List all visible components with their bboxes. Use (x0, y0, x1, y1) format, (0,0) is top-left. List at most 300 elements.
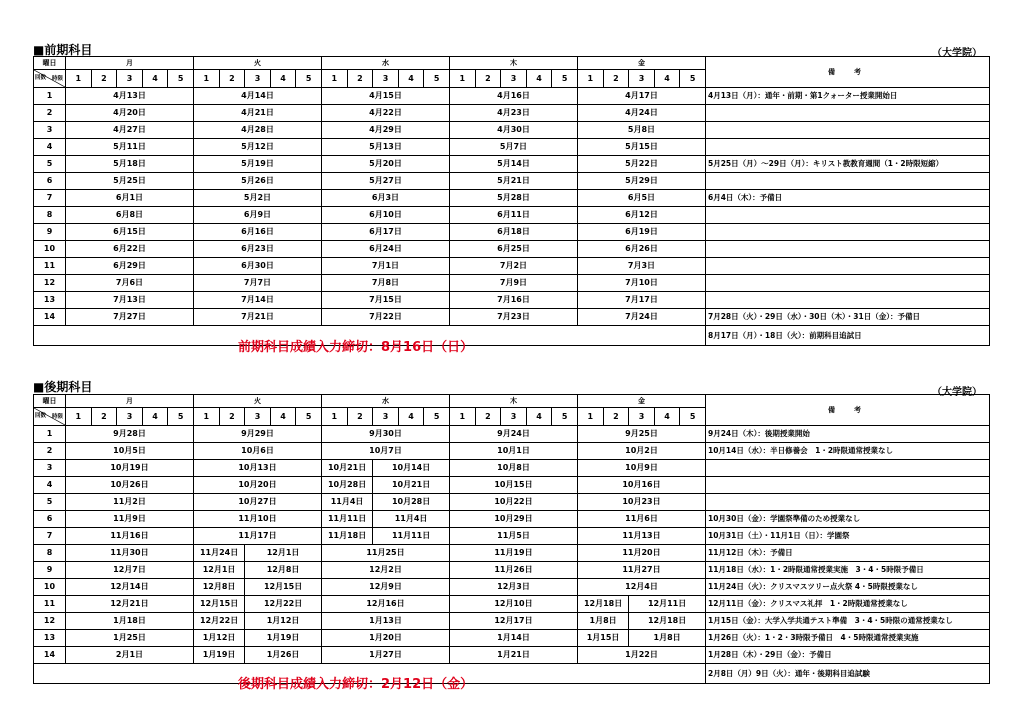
tue-date-cell: 10月6日 (194, 443, 322, 460)
fri-date-cell: 12月18日 (629, 613, 706, 630)
tue-date-cell: 11月24日 (194, 545, 245, 562)
tue-date-cell: 6月16日 (194, 224, 322, 241)
mon-date-cell: 5月11日 (66, 139, 194, 156)
period-header: 4 (654, 70, 680, 88)
footnote-cell: 8月17日（月）・18日（火）：前期科目追試日 (706, 326, 990, 346)
wed-date-cell: 10月21日 (322, 460, 373, 477)
period-header: 2 (219, 408, 245, 426)
note-cell (706, 105, 990, 122)
mon-date-cell: 2月1日 (66, 647, 194, 664)
mon-date-cell: 4月27日 (66, 122, 194, 139)
mon-date-cell: 1月18日 (66, 613, 194, 630)
period-header: 5 (296, 408, 322, 426)
wed-date-cell: 5月27日 (322, 173, 450, 190)
note-cell: 7月28日（火）・29日（水）・30日（木）・31日（金）：予備日 (706, 309, 990, 326)
fri-date-cell: 12月4日 (578, 579, 706, 596)
fall-univ-label: （大学院） (932, 387, 982, 398)
spring-section-title: ■前期科目 (33, 43, 93, 57)
day-header: 水 (322, 395, 450, 408)
row-number: 4 (34, 477, 66, 494)
table-row (34, 122, 990, 139)
tue-date-cell: 10月13日 (194, 460, 322, 477)
row-number: 10 (34, 241, 66, 258)
mon-date-cell: 9月28日 (66, 426, 194, 443)
thu-date-cell: 4月23日 (450, 105, 578, 122)
note-cell (706, 477, 990, 494)
note-cell (706, 139, 990, 156)
period-header: 2 (91, 408, 117, 426)
period-header: 4 (654, 408, 680, 426)
mon-date-cell: 4月20日 (66, 105, 194, 122)
fri-date-cell: 7月17日 (578, 292, 706, 309)
thu-date-cell: 12月3日 (450, 579, 578, 596)
period-header: 5 (680, 70, 706, 88)
period-header: 3 (117, 408, 143, 426)
wed-date-cell: 7月8日 (322, 275, 450, 292)
wed-date-cell: 7月22日 (322, 309, 450, 326)
tue-date-cell: 12月15日 (245, 579, 322, 596)
note-cell (706, 275, 990, 292)
tue-date-cell: 11月17日 (194, 528, 322, 545)
wed-date-cell: 1月13日 (322, 613, 450, 630)
period-header: 1 (322, 408, 348, 426)
spring-deadline: 前期科目成績入力締切：8月16日（日） (238, 340, 474, 355)
period-header: 1 (578, 408, 604, 426)
fri-date-cell: 5月29日 (578, 173, 706, 190)
thu-date-cell: 4月16日 (450, 88, 578, 105)
period-header: 3 (245, 408, 271, 426)
table-row (34, 190, 990, 207)
period-header: 1 (450, 408, 476, 426)
note-cell (706, 292, 990, 309)
wed-date-cell: 12月2日 (322, 562, 450, 579)
tue-date-cell: 1月26日 (245, 647, 322, 664)
period-header: 3 (501, 70, 527, 88)
fri-date-cell: 6月5日 (578, 190, 706, 207)
row-number: 3 (34, 460, 66, 477)
table-row (34, 173, 990, 190)
tue-date-cell: 9月29日 (194, 426, 322, 443)
fri-date-cell: 7月3日 (578, 258, 706, 275)
note-cell (706, 122, 990, 139)
table-row (34, 139, 990, 156)
fri-date-cell: 9月25日 (578, 426, 706, 443)
fri-date-cell: 11月20日 (578, 545, 706, 562)
mon-date-cell: 6月29日 (66, 258, 194, 275)
thu-date-cell: 10月22日 (450, 494, 578, 511)
tue-date-cell: 4月21日 (194, 105, 322, 122)
period-header: 1 (322, 70, 348, 88)
table-row (34, 545, 990, 562)
table-row (34, 494, 990, 511)
period-header: 2 (347, 408, 373, 426)
tue-date-cell: 10月20日 (194, 477, 322, 494)
wed-date-cell: 1月20日 (322, 630, 450, 647)
wed-date-cell: 6月3日 (322, 190, 450, 207)
thu-date-cell: 10月15日 (450, 477, 578, 494)
note-cell: 9月24日（木）：後期授業開始 (706, 426, 990, 443)
thu-date-cell: 10月29日 (450, 511, 578, 528)
tue-date-cell: 4月14日 (194, 88, 322, 105)
note-cell (706, 207, 990, 224)
tue-date-cell: 5月12日 (194, 139, 322, 156)
tue-date-cell: 12月8日 (245, 562, 322, 579)
thu-date-cell: 7月2日 (450, 258, 578, 275)
wed-date-cell: 6月17日 (322, 224, 450, 241)
row-number: 8 (34, 207, 66, 224)
table-row (34, 88, 990, 105)
period-header: 2 (219, 70, 245, 88)
mon-date-cell: 12月21日 (66, 596, 194, 613)
mon-date-cell: 12月14日 (66, 579, 194, 596)
tue-date-cell: 12月22日 (194, 613, 245, 630)
table-row (34, 105, 990, 122)
mon-date-cell: 11月2日 (66, 494, 194, 511)
wed-date-cell: 4月22日 (322, 105, 450, 122)
fall-section-title: ■後期科目 (33, 380, 93, 394)
thu-date-cell: 7月23日 (450, 309, 578, 326)
day-header: 金 (578, 57, 706, 70)
row-number: 7 (34, 528, 66, 545)
row-number: 2 (34, 443, 66, 460)
day-header: 水 (322, 57, 450, 70)
period-header: 4 (142, 408, 168, 426)
period-header: 2 (91, 70, 117, 88)
row-number: 7 (34, 190, 66, 207)
tue-date-cell: 12月1日 (245, 545, 322, 562)
wed-date-cell: 7月1日 (322, 258, 450, 275)
period-header: 2 (603, 70, 629, 88)
period-header: 1 (578, 70, 604, 88)
day-header: 火 (194, 395, 322, 408)
row-number: 1 (34, 88, 66, 105)
table-row (34, 596, 990, 613)
note-cell: 4月13日（月）：通年・前期・第1クォーター授業開始日 (706, 88, 990, 105)
note-cell: 1月28日（木）・29日（金）：予備日 (706, 647, 990, 664)
fri-date-cell: 11月27日 (578, 562, 706, 579)
tue-date-cell: 11月10日 (194, 511, 322, 528)
wed-date-cell: 6月10日 (322, 207, 450, 224)
period-header: 3 (117, 70, 143, 88)
wed-date-cell: 11月11日 (322, 511, 373, 528)
youbi-label: 曜日 (34, 57, 66, 70)
period-header: 4 (398, 408, 424, 426)
thu-date-cell: 1月21日 (450, 647, 578, 664)
thu-date-cell: 6月25日 (450, 241, 578, 258)
period-header: 5 (424, 408, 450, 426)
fri-date-cell: 7月24日 (578, 309, 706, 326)
spring-univ-label: （大学院） (932, 48, 982, 59)
tue-date-cell: 1月19日 (245, 630, 322, 647)
note-cell: 12月11日（金）：クリスマス礼拝 1・2時限通常授業なし (706, 596, 990, 613)
mon-date-cell: 5月18日 (66, 156, 194, 173)
fri-date-cell: 10月9日 (578, 460, 706, 477)
row-number: 14 (34, 647, 66, 664)
wed-date-cell: 11月25日 (322, 545, 450, 562)
period-header: 5 (552, 408, 578, 426)
wed-date-cell: 10月21日 (373, 477, 450, 494)
row-number: 5 (34, 494, 66, 511)
thu-date-cell: 6月18日 (450, 224, 578, 241)
row-number: 6 (34, 173, 66, 190)
table-row (34, 579, 990, 596)
period-header: 3 (629, 408, 655, 426)
jigen-kaisu-cell (34, 70, 66, 88)
note-cell (706, 494, 990, 511)
biko-header: 備 考 (706, 57, 990, 88)
period-header: 3 (373, 408, 399, 426)
period-header: 5 (680, 408, 706, 426)
period-header: 4 (398, 70, 424, 88)
period-header: 3 (373, 70, 399, 88)
mon-date-cell: 7月27日 (66, 309, 194, 326)
table-row (34, 241, 990, 258)
wed-date-cell: 10月28日 (322, 477, 373, 494)
thu-date-cell: 11月5日 (450, 528, 578, 545)
note-cell: 1月26日（火）：1・2・3時限予備日 4・5時限通常授業実施 (706, 630, 990, 647)
fri-date-cell: 11月6日 (578, 511, 706, 528)
period-header: 1 (66, 408, 92, 426)
period-header: 5 (552, 70, 578, 88)
thu-date-cell: 5月14日 (450, 156, 578, 173)
table-row (34, 460, 990, 477)
row-number: 2 (34, 105, 66, 122)
fri-date-cell: 10月23日 (578, 494, 706, 511)
wed-date-cell: 11月4日 (322, 494, 373, 511)
row-number: 13 (34, 292, 66, 309)
note-cell: 5月25日（月）～29日（月）：キリスト教教育週間（1・2時限短縮） (706, 156, 990, 173)
row-number: 13 (34, 630, 66, 647)
period-header: 3 (501, 408, 527, 426)
mon-date-cell: 12月7日 (66, 562, 194, 579)
fri-date-cell: 12月18日 (578, 596, 629, 613)
fri-date-cell: 4月17日 (578, 88, 706, 105)
fall-calendar-table (33, 394, 990, 684)
tue-date-cell: 12月8日 (194, 579, 245, 596)
table-row (34, 426, 990, 443)
tue-date-cell: 6月30日 (194, 258, 322, 275)
period-header: 4 (270, 408, 296, 426)
note-cell: 10月14日（水）：半日修養会 1・2時限通常授業なし (706, 443, 990, 460)
fri-date-cell: 5月22日 (578, 156, 706, 173)
table-row (34, 443, 990, 460)
tue-date-cell: 5月2日 (194, 190, 322, 207)
thu-date-cell: 5月28日 (450, 190, 578, 207)
note-cell (706, 258, 990, 275)
wed-date-cell: 4月29日 (322, 122, 450, 139)
wed-date-cell: 12月9日 (322, 579, 450, 596)
jigen-label: 時限 (51, 414, 63, 420)
tue-date-cell: 7月21日 (194, 309, 322, 326)
period-header: 3 (245, 70, 271, 88)
thu-date-cell: 5月21日 (450, 173, 578, 190)
period-header: 1 (194, 408, 220, 426)
wed-date-cell: 9月30日 (322, 426, 450, 443)
note-cell (706, 173, 990, 190)
table-row (34, 630, 990, 647)
row-number: 11 (34, 596, 66, 613)
note-cell: 10月31日（土）・11月1日（日）：学園祭 (706, 528, 990, 545)
tue-date-cell: 1月12日 (245, 613, 322, 630)
thu-date-cell: 4月30日 (450, 122, 578, 139)
tue-date-cell: 12月15日 (194, 596, 245, 613)
row-number: 4 (34, 139, 66, 156)
mon-date-cell: 6月22日 (66, 241, 194, 258)
mon-date-cell: 7月13日 (66, 292, 194, 309)
period-header: 1 (66, 70, 92, 88)
note-cell: 11月12日（木）：予備日 (706, 545, 990, 562)
row-number: 8 (34, 545, 66, 562)
thu-date-cell: 1月14日 (450, 630, 578, 647)
fall-deadline: 後期科目成績入力締切：2月12日（金） (238, 677, 474, 692)
table-row (34, 562, 990, 579)
fri-date-cell: 10月16日 (578, 477, 706, 494)
day-header: 月 (66, 395, 194, 408)
wed-date-cell: 5月20日 (322, 156, 450, 173)
day-header: 金 (578, 395, 706, 408)
wed-date-cell: 10月28日 (373, 494, 450, 511)
fri-date-cell: 6月12日 (578, 207, 706, 224)
day-header: 木 (450, 57, 578, 70)
table-row (34, 477, 990, 494)
wed-date-cell: 6月24日 (322, 241, 450, 258)
tue-date-cell: 6月9日 (194, 207, 322, 224)
table-row (34, 275, 990, 292)
mon-date-cell: 6月1日 (66, 190, 194, 207)
note-cell: 10月30日（金）：学園祭準備のため授業なし (706, 511, 990, 528)
tue-date-cell: 1月12日 (194, 630, 245, 647)
wed-date-cell: 12月16日 (322, 596, 450, 613)
mon-date-cell: 7月6日 (66, 275, 194, 292)
day-header: 火 (194, 57, 322, 70)
mon-date-cell: 11月30日 (66, 545, 194, 562)
fri-date-cell: 1月8日 (578, 613, 629, 630)
spring-calendar-table (33, 56, 990, 346)
table-row (34, 292, 990, 309)
table-row (34, 309, 990, 326)
fri-date-cell: 1月22日 (578, 647, 706, 664)
thu-date-cell: 11月19日 (450, 545, 578, 562)
wed-date-cell: 10月14日 (373, 460, 450, 477)
period-header: 2 (603, 408, 629, 426)
period-header: 5 (424, 70, 450, 88)
mon-date-cell: 11月9日 (66, 511, 194, 528)
mon-date-cell: 5月25日 (66, 173, 194, 190)
wed-date-cell: 10月7日 (322, 443, 450, 460)
table-row (34, 647, 990, 664)
day-header: 月 (66, 57, 194, 70)
thu-date-cell: 12月10日 (450, 596, 578, 613)
row-number: 14 (34, 309, 66, 326)
thu-date-cell: 10月1日 (450, 443, 578, 460)
mon-date-cell: 11月16日 (66, 528, 194, 545)
fri-date-cell: 11月13日 (578, 528, 706, 545)
note-cell: 6月4日（木）：予備日 (706, 190, 990, 207)
period-header: 1 (450, 70, 476, 88)
tue-date-cell: 6月23日 (194, 241, 322, 258)
tue-date-cell: 7月7日 (194, 275, 322, 292)
footnote-cell: 2月8日（月）9日（火）：通年・後期科目追試験 (706, 664, 990, 684)
period-header: 3 (629, 70, 655, 88)
thu-date-cell: 6月11日 (450, 207, 578, 224)
table-row (34, 511, 990, 528)
mon-date-cell: 10月19日 (66, 460, 194, 477)
thu-date-cell: 7月16日 (450, 292, 578, 309)
table-row (34, 613, 990, 630)
mon-date-cell: 4月13日 (66, 88, 194, 105)
fri-date-cell: 12月11日 (629, 596, 706, 613)
biko-header: 備 考 (706, 395, 990, 426)
row-number: 12 (34, 613, 66, 630)
period-header: 5 (296, 70, 322, 88)
table-row (34, 224, 990, 241)
youbi-label: 曜日 (34, 395, 66, 408)
period-header: 2 (475, 70, 501, 88)
tue-date-cell: 12月22日 (245, 596, 322, 613)
mon-date-cell: 10月26日 (66, 477, 194, 494)
fri-date-cell: 1月15日 (578, 630, 629, 647)
row-number: 11 (34, 258, 66, 275)
tue-date-cell: 4月28日 (194, 122, 322, 139)
period-header: 4 (270, 70, 296, 88)
fri-date-cell: 10月2日 (578, 443, 706, 460)
period-header: 2 (475, 408, 501, 426)
note-cell (706, 224, 990, 241)
fri-date-cell: 5月8日 (578, 122, 706, 139)
wed-date-cell: 5月13日 (322, 139, 450, 156)
row-number: 3 (34, 122, 66, 139)
kaisu-label: 回数 (35, 75, 47, 81)
jigen-kaisu-cell (34, 408, 66, 426)
tue-date-cell: 1月19日 (194, 647, 245, 664)
note-cell (706, 460, 990, 477)
thu-date-cell: 7月9日 (450, 275, 578, 292)
jigen-label: 時限 (51, 76, 63, 82)
mon-date-cell: 6月15日 (66, 224, 194, 241)
table-row (34, 528, 990, 545)
wed-date-cell: 4月15日 (322, 88, 450, 105)
table-row (34, 156, 990, 173)
thu-date-cell: 12月17日 (450, 613, 578, 630)
period-header: 1 (194, 70, 220, 88)
fri-date-cell: 6月26日 (578, 241, 706, 258)
thu-date-cell: 5月7日 (450, 139, 578, 156)
mon-date-cell: 10月5日 (66, 443, 194, 460)
mon-date-cell: 6月8日 (66, 207, 194, 224)
period-header: 4 (142, 70, 168, 88)
row-number: 1 (34, 426, 66, 443)
table-row (34, 207, 990, 224)
period-header: 4 (526, 408, 552, 426)
wed-date-cell: 11月11日 (373, 528, 450, 545)
tue-date-cell: 5月19日 (194, 156, 322, 173)
row-number: 9 (34, 562, 66, 579)
wed-date-cell: 1月27日 (322, 647, 450, 664)
fri-date-cell: 7月10日 (578, 275, 706, 292)
row-number: 9 (34, 224, 66, 241)
fri-date-cell: 4月24日 (578, 105, 706, 122)
note-cell (706, 241, 990, 258)
tue-date-cell: 5月26日 (194, 173, 322, 190)
wed-date-cell: 11月4日 (373, 511, 450, 528)
period-header: 5 (168, 408, 194, 426)
note-cell: 11月24日（火）：クリスマスツリー点火祭 4・5時限授業なし (706, 579, 990, 596)
fri-date-cell: 5月15日 (578, 139, 706, 156)
tue-date-cell: 12月1日 (194, 562, 245, 579)
kaisu-label: 回数 (35, 413, 47, 419)
fri-date-cell: 1月8日 (629, 630, 706, 647)
day-header: 木 (450, 395, 578, 408)
